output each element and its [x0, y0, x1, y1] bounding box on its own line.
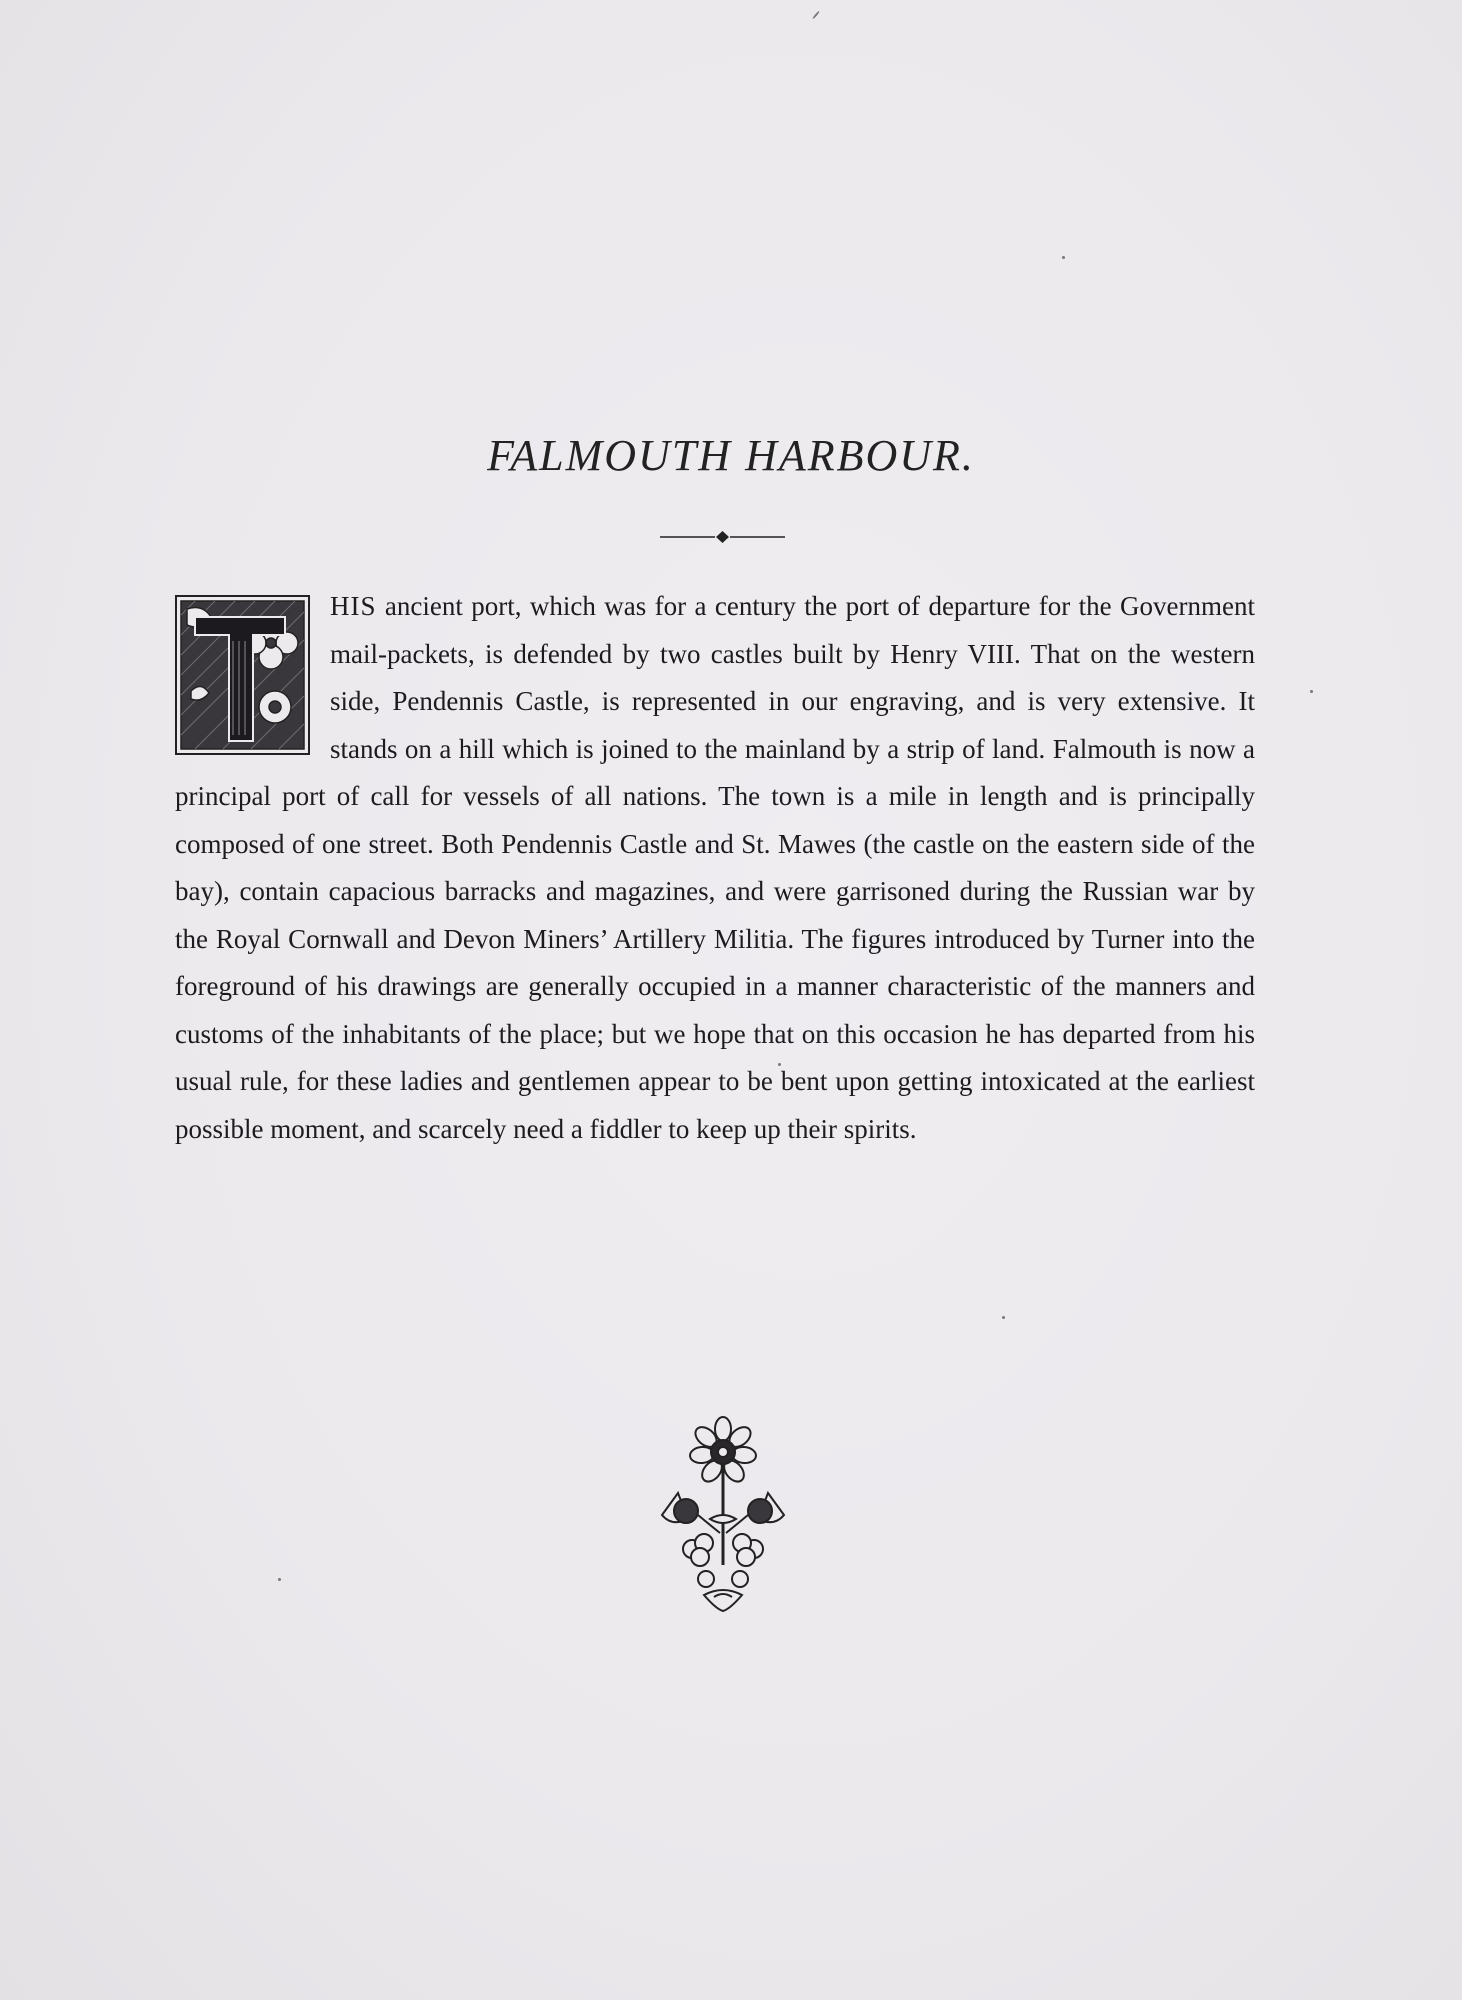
paper-speck — [812, 11, 820, 20]
paper-speck — [1002, 1316, 1005, 1319]
page-title: FALMOUTH HARBOUR. — [487, 431, 975, 480]
diamond-rule-icon — [660, 527, 785, 547]
paper-speck — [278, 1578, 281, 1581]
paper-speck — [1310, 690, 1313, 693]
floral-tailpiece-icon — [648, 1415, 798, 1615]
illuminated-initial-icon — [175, 595, 310, 755]
article-body — [175, 583, 1255, 1153]
body-paragraph: ancient port, which was for a century the port of departure for the Government mail-packets, is defended by two castles built by Henry VIII. That on the western side, Pendennis Castle, is represented in our engraving, and is very extensive. It stands on a hill which is joined to the mainland by a strip of land. Falmouth is now a principal port of call for vessels of all nations. The town is a mile in length and is principally composed of one street. Both Pendennis Castle and St. Mawes (the castle on the eastern side of the bay), contain capacious barracks and magazines, and were garrisoned during the Russian war by the Royal Cornwall and Devon Miners’ Artillery Militia. The figures introduced by Turner into the foreground of his drawings are generally occupied in a manner characteristic of the manners and customs of the inhabitants of the place; but we hope that on this occasion he has departed from his usual rule, for these ladies and gentlemen appear to be bent upon getting intoxicated at the earliest possible moment, and scarcely need a fiddler to keep up their spirits. — [175, 591, 1255, 1144]
paper-speck — [1062, 256, 1065, 259]
first-word-rest: HIS — [330, 591, 377, 621]
paper-speck — [778, 1063, 781, 1066]
